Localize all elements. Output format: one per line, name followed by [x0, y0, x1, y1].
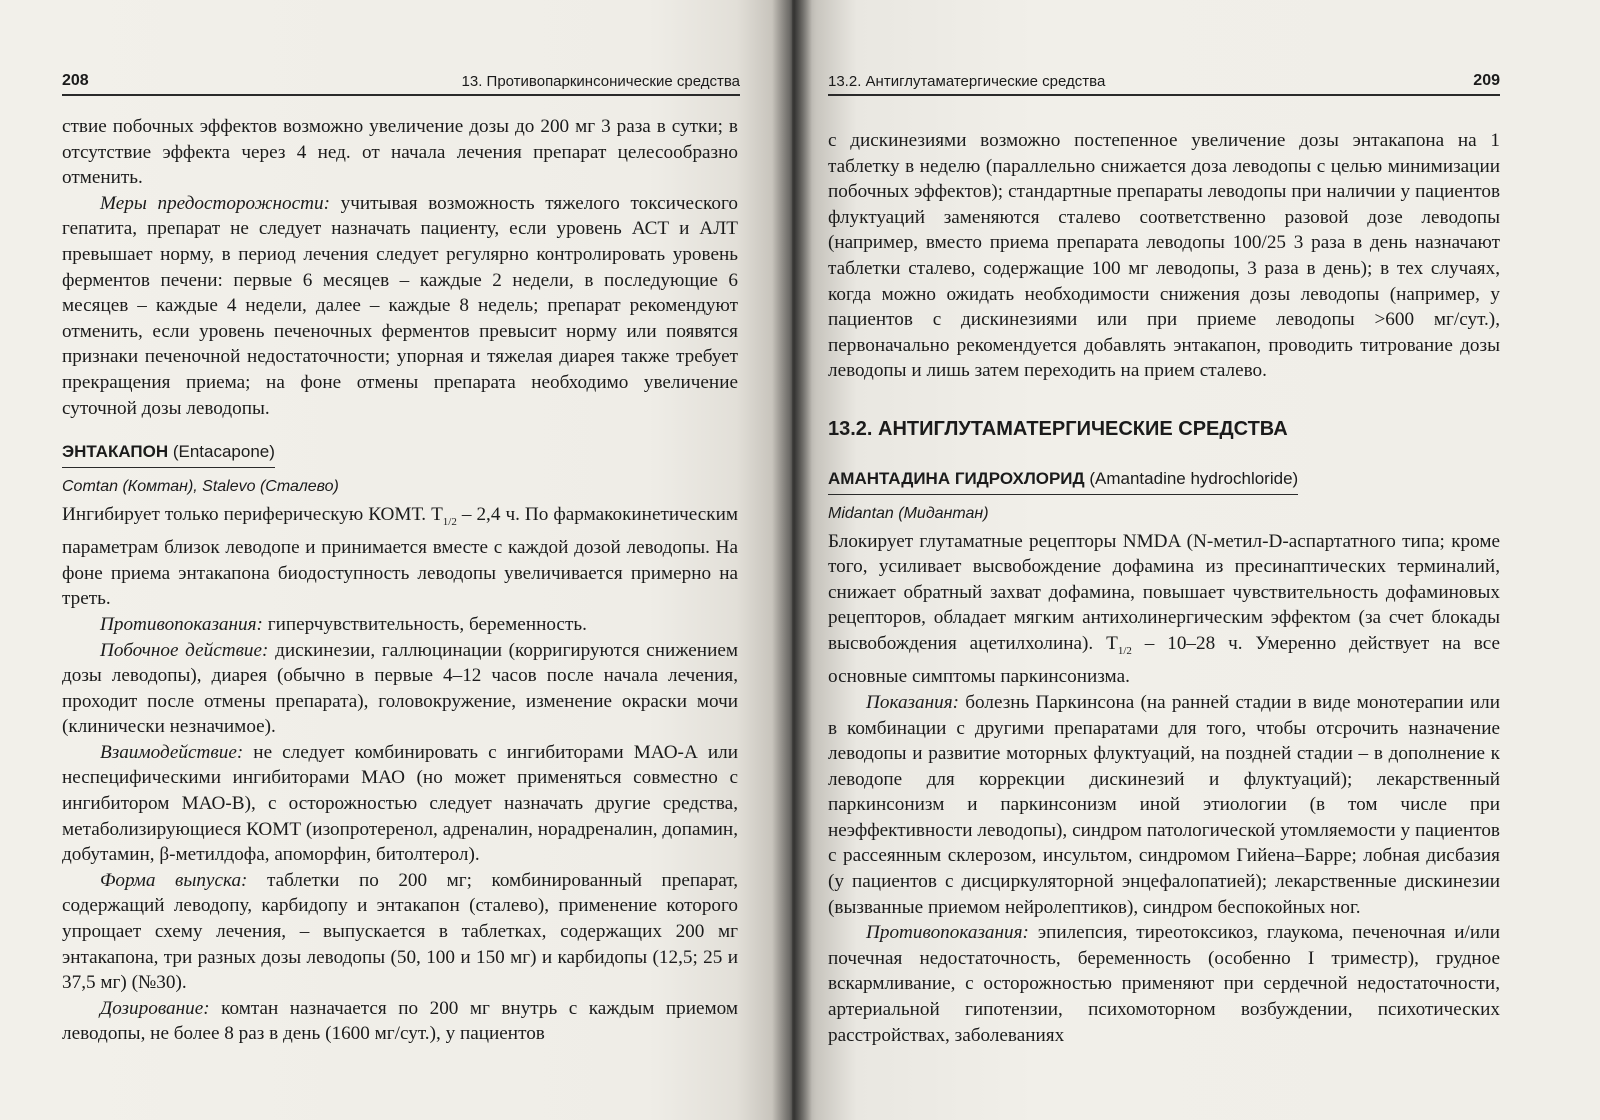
trade-names: Midantan (Мидантан) [828, 504, 989, 522]
right-running-title: 13.2. Антиглутаматергические средства [828, 73, 1106, 90]
left-page [0, 0, 792, 1120]
drug-name: АМАНТАДИНА ГИДРОХЛОРИД [828, 468, 1085, 488]
precautions-label: Меры предосторожности: [100, 192, 330, 214]
left-body-text [62, 114, 738, 1047]
right-paragraph-contraindications: Противопоказания: эпилепсия, тиреотоксикоз, глаукома, печеночная и/или почечная недостаточность, беременность (особенно I триместр), грудное вскармливание, с осторожностью применяют при сердечной недостаточности, артериальной гипотензии, психомоторном возбуждении, психотических расстройствах, заболеваниях [828, 922, 1500, 1046]
left-running-title: 13. Противопаркинсонические средства [461, 73, 740, 90]
right-page [792, 0, 1600, 1120]
right-paragraph-description: Блокирует глутаматные рецепторы NMDA (N-метил-D-аспартатного типа; кроме того, усиливает высвобождение дофамина из пресинаптических терминалий, снижает обратный захват дофамина, повышает чувствительность дофаминовых рецепторов, обладает мягким антихолинергическим эффектом (за счет блокады высвобождения ацетилхолина). $T_{1/2} - 10-28$ ч. Умеренно действует на все основные симптомы паркинсонизма. [828, 530, 1500, 688]
left-paragraph-contraindications: Противопоказания: гиперчувствительность, беременность. [100, 613, 587, 635]
drug-latin-name: (Entacapone) [168, 442, 275, 462]
drug-heading-entacapone [62, 439, 275, 468]
left-running-head [62, 66, 740, 96]
left-paragraph-1: ствие побочных эффектов возможно увеличение дозы до 200 мг 3 раза в сутки; в отсутствие эффекта через 4 нед. от начала лечения препарат целесообразно отменить. [62, 116, 738, 189]
left-paragraph-side-effects: Побочное действие: дискинезии, галлюцинации (корригируются снижением дозы леводопы), диарея (обычно в первые 4–12 часов после начала лечения, проходит после отмены препарата), головокружение, изменение окраски мочи (клинически незначимое). [62, 639, 738, 738]
right-paragraph-1: с дискинезиями возможно постепенное увеличение дозы энтакапона на 1 таблетку в неделю (параллельно снижается доза леводопы с целью минимизации побочных эффектов); стандартные препараты леводопы при наличии у пациентов флуктуаций заменяются сталево соответственно разовой дозе леводопы (например, вместо приема препарата леводопы 100/25 3 раза в день назначают таблетки сталево, содержащие 100 мг леводопы, 3 раза в день); в тех случаях, когда можно ожидать необходимости снижения дозы леводопы (например, у пациентов с дискинезиями или при приеме леводопы >600 мг/сут.), первоначально рекомендуется добавлять энтакапон, проводить титрование дозы леводопы и лишь затем переходить на прием сталево. [828, 130, 1500, 382]
drug-heading-amantadine [828, 466, 1298, 495]
left-paragraph-description: Ингибирует только периферическую КОМТ. $T_{1/2} - 2,4$ ч. По фармакокинетическим параметрам близок леводопе и принимается вместе с каждой дозой леводопы. На фоне приема энтакапона биодоступность леводопы увеличивается примерно на треть. [62, 503, 739, 610]
precautions-text: учитывая возможность тяжелого токсического гепатита, препарат не следует назначать пациенту, если уровень АСТ и АЛТ превышает норму, в период лечения следует регулярно контролировать уровень ферментов печени: первые 6 месяцев – каждые 2 недели, в последующие 6 месяцев – каждые 4 недели, далее – каждые 8 недель; препарат рекомендуют отменить, если уровень печеночных ферментов превысит норму или появятся признаки печеночной недостаточности; упорная и тяжелая диарея также требует прекращения приема; на фоне отмены препарата необходимо увеличение суточной дозы леводопы. [62, 192, 738, 419]
right-page-number: 209 [1473, 72, 1500, 89]
drug-latin-name: (Amantadine hydrochloride) [1084, 468, 1299, 488]
section-title: 13.2. АНТИГЛУТАМАТЕРГИЧЕСКИЕ СРЕДСТВА [828, 417, 1288, 440]
left-page-number: 208 [62, 72, 89, 89]
right-body-text [828, 128, 1500, 1048]
left-paragraph-precautions [62, 191, 738, 421]
left-paragraph-release-form: Форма выпуска: таблетки по 200 мг; комбинированный препарат, содержащий леводопу, карбидопу и энтакапон (сталево), применение которого упрощает схему лечения, – выпускается в таблетках, содержащих 200 мг энтакапона, три разных дозы леводопы (50, 100 и 150 мг) и карбидопы (12,5; 25 и 37,5 мг) (№30). [62, 869, 738, 994]
left-paragraph-interactions: Взаимодействие: не следует комбинировать с ингибиторами МАО-А или неспецифическими ингибиторами МАО (но может применяться совместно с ингибитором МАО-B), с осторожностью следует назначать другие средства, метаболизирующиеся КОМТ (изопротеренол, адреналин, норадреналин, допамин, добутамин, β-метилдофа, апоморфин, битолтерол). [62, 741, 738, 866]
book-gutter-shadow [772, 0, 812, 1120]
trade-names: Comtan (Комтан), Stalevo (Сталево) [62, 477, 339, 495]
drug-name: ЭНТАКАПОН [62, 442, 169, 462]
left-paragraph-dosage: Дозирование: комтан назначается по 200 мг внутрь с каждым приемом леводопы, не более 8 раз в день (1600 мг/сут.), у пациентов [62, 997, 738, 1045]
right-paragraph-indications: Показания: болезнь Паркинсона (на ранней стадии в виде монотерапии или в комбинации с другими препаратами для того, чтобы отсрочить назначение леводопы и развитие моторных флуктуаций, на поздней стадии – в дополнение к леводопе для коррекции дискинезий и флуктуаций); лекарственный паркинсонизм и паркинсонизм иной этиологии (в том числе при неэффективности леводопы), синдром патологической утомляемости у пациентов с рассеянным склерозом, инсультом, синдромом Гийена–Барре; лобная дисбазия (у пациентов с дисциркуляторной энцефалопатией); лекарственные дискинезии (вызванные приемом нейролептиков), синдром беспокойных ног. [828, 691, 1500, 918]
right-running-head [828, 66, 1500, 96]
